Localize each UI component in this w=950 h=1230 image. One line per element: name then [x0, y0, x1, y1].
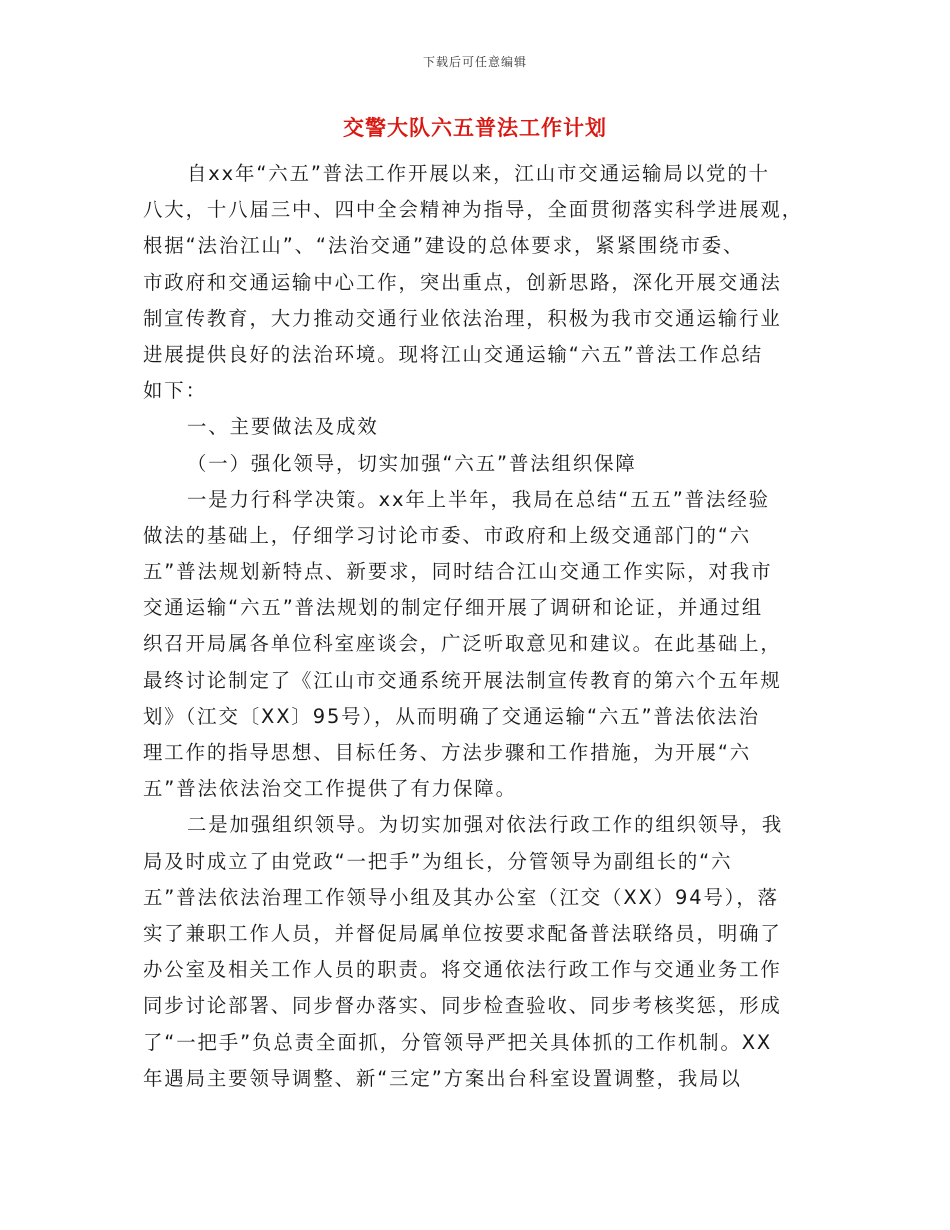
- text-line: 市政府和交通运输中心工作，突出重点，创新思路，深化开展交通法: [143, 270, 782, 294]
- text-line: 同步讨论部署、同步督办落实、同步检查验收、同步考核奖惩，形成: [143, 994, 782, 1018]
- text-line: 五”普法依法治交工作提供了有力保障。: [143, 777, 517, 801]
- text-line: 自xx年“六五”普法工作开展以来，江山市交通运输局以党的十: [187, 162, 770, 185]
- text-line: 办公室及相关工作人员的职责。将交通依法行政工作与交通业务工作: [143, 958, 782, 982]
- text-line: 一、主要做法及成效: [187, 415, 379, 439]
- text-line: 进展提供良好的法治环境。现将江山交通运输“六五”普法工作总结: [143, 342, 764, 366]
- text-line: 八大，十八届三中、四中全会精神为指导，全面贯彻落实科学进展观，: [143, 198, 804, 222]
- text-line: 二是加强组织领导。为切实加强对依法行政工作的组织领导，我: [187, 813, 784, 837]
- text-line: 五”普法规划新特点、新要求，同时结合江山交通工作实际，对我市: [143, 560, 773, 584]
- text-line: 制宣传教育，大力推动交通行业依法治理，积极为我市交通运输行业: [143, 306, 782, 330]
- text-line: 最终讨论制定了《江山市交通系统开展法制宣传教育的第六个五年规: [143, 668, 782, 692]
- document-title: 交警大队六五普法工作计划: [343, 116, 607, 140]
- text-line: 划》（江交〔XX〕95号），从而明确了交通运输“六五”普法依法治: [143, 704, 760, 728]
- text-line: 交通运输“六五”普法规划的制定仔细开展了调研和论证，并通过组: [143, 596, 764, 620]
- text-line: 理工作的指导思想、目标任务、方法步骤和工作措施，为开展“六: [143, 741, 752, 764]
- text-line: 做法的基础上，仔细学习讨论市委、市政府和上级交通部门的“六: [143, 523, 752, 547]
- text-line: 局及时成立了由党政“一把手”为组长，分管领导为副组长的“六: [143, 849, 733, 873]
- text-line: 如下：: [143, 379, 207, 403]
- text-line: 一是力行科学决策。xx年上半年，我局在总结“五五”普法经验: [187, 487, 770, 511]
- text-line: 年遇局主要领导调整、新“三定”方案出台科室设置调整，我局以: [143, 1066, 742, 1090]
- text-line: 织召开局属各单位科室座谈会，广泛听取意见和建议。在此基础上，: [143, 632, 782, 656]
- page-header-note: 下载后可任意编辑: [422, 55, 527, 69]
- text-line: 了“一把手”负总责全面抓，分管领导严把关具体抓的工作机制。XX: [143, 1030, 773, 1054]
- text-line: 根据“法治江山”、“法治交通”建设的总体要求，紧紧围绕市委、: [143, 234, 745, 258]
- text-line: 五”普法依法治理工作领导小组及其办公室（江交（XX）94号），落: [143, 885, 779, 909]
- text-line: （一）强化领导，切实加强“六五”普法组织保障: [187, 451, 637, 475]
- text-line: 实了兼职工作人员，并督促局属单位按要求配备普法联络员，明确了: [143, 921, 782, 945]
- document-body: [143, 156, 805, 1097]
